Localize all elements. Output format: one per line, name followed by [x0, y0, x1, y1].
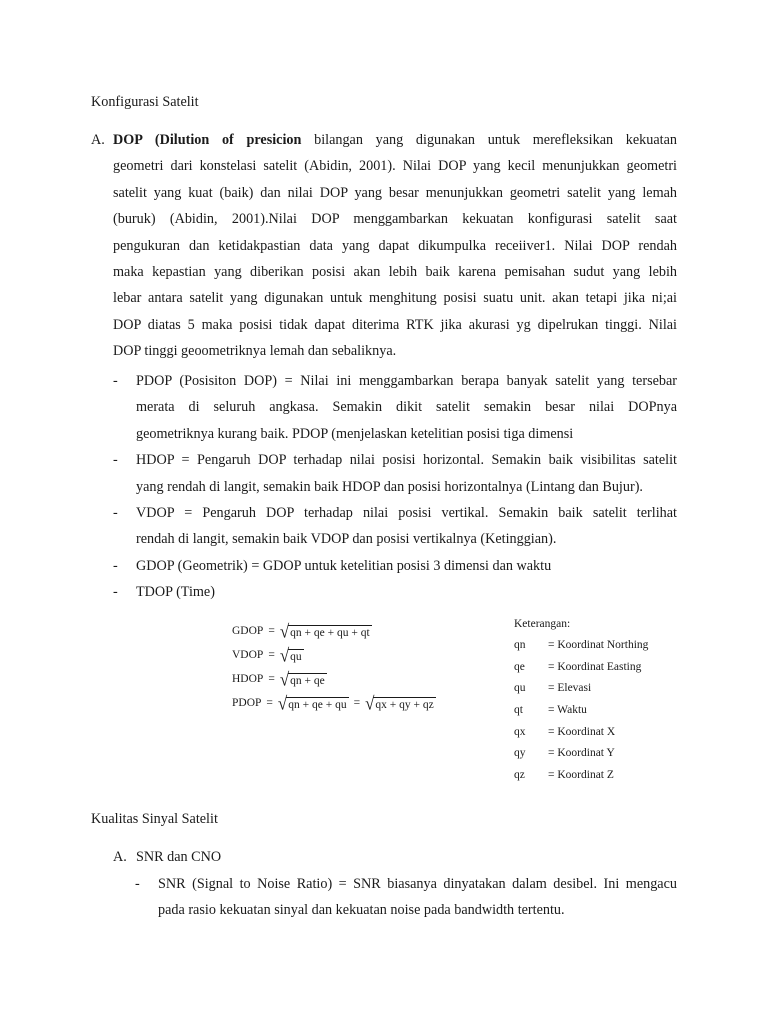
legend-symbol: qz: [514, 769, 525, 782]
square-root: [279, 644, 304, 666]
legend-desc: = Koordinat Z: [548, 769, 614, 782]
equals-sign: =: [268, 649, 275, 661]
formula-hdop: [232, 667, 436, 691]
radical-icon: √: [279, 620, 290, 642]
bullet-tdop: [113, 579, 677, 605]
radical-icon: √: [279, 644, 290, 666]
heading-konfigurasi-satelit: Konfigurasi Satelit: [91, 94, 199, 110]
bullet-vdop: [113, 500, 677, 553]
bullet-line: TDOP (Time): [136, 584, 215, 601]
paragraph-line: (buruk) (Abidin, 2001).Nilai DOP menggambarkan kekuatan konfigurasi satelit saat: [113, 211, 677, 228]
square-root: [279, 620, 372, 642]
paragraph-line: DOP tinggi geoometriknya lemah dan sebaliknya.: [113, 343, 397, 360]
legend-desc: = Koordinat Easting: [548, 660, 642, 673]
bullet-snr: [113, 871, 677, 924]
legend-symbol: qy: [514, 747, 526, 760]
legend-symbol: qu: [514, 682, 526, 695]
paragraph-line: satelit yang kuat (baik) dan nilai DOP yang besar menunjukkan geometri satelit yang lemah: [113, 184, 677, 201]
bullet-dash: -: [113, 504, 118, 521]
dop-paragraph: [113, 127, 677, 365]
bullet-dash: -: [113, 373, 118, 389]
square-root: [365, 692, 436, 714]
equals-sign: =: [353, 697, 361, 709]
square-root: [279, 668, 327, 690]
equals-sign: =: [268, 625, 275, 637]
paragraph-line: geometri dari konstelasi satelit (Abidin, 2001). Nilai DOP yang kecil menunjukkan geometri: [113, 158, 677, 175]
legend-item: [514, 722, 648, 744]
paragraph-line: pengukuran dan ketidakpastian data yang dapat dikumpulka receiiver1. Nilai DOP rendah: [113, 237, 677, 254]
bullet-dash: -: [113, 584, 118, 601]
legend-symbol: qn: [514, 639, 526, 651]
dop-formulas: [232, 619, 436, 715]
formula-legend: [514, 614, 648, 787]
formula-label: GDOP: [232, 625, 264, 637]
radicand: qx + qy + qz: [375, 698, 434, 711]
bullet-gdop: [113, 553, 677, 579]
radical-icon: √: [279, 668, 290, 690]
radical-icon: √: [277, 692, 288, 714]
bullet-hdop: [113, 447, 677, 500]
legend-item: [514, 657, 648, 679]
radicand: qn + qe: [290, 674, 325, 687]
legend-desc: = Koordinat X: [548, 725, 616, 738]
bullet-dash: -: [135, 876, 140, 892]
dop-title: DOP (Dilution of presicion: [113, 132, 302, 148]
formula-pdop: [232, 691, 436, 715]
formula-gdop: [232, 619, 436, 643]
formula-label: HDOP: [232, 673, 264, 685]
radical-icon: √: [365, 692, 375, 714]
legend-symbol: qx: [514, 725, 526, 738]
dop-bullet-list: [113, 368, 677, 606]
legend-item: [514, 678, 648, 700]
heading-kualitas-sinyal: Kualitas Sinyal Satelit: [91, 811, 218, 827]
bullet-line: rendah di langit, semakin baik VDOP dan posisi vertikalnya (Ketinggian).: [136, 531, 557, 548]
snr-cno-title: SNR dan CNO: [136, 849, 222, 865]
legend-desc: = Koordinat Y: [548, 747, 615, 760]
snr-bullet-list: [113, 871, 677, 924]
equals-sign: =: [266, 697, 273, 709]
legend-desc: = Waktu: [548, 704, 587, 717]
legend-symbol: qt: [514, 704, 523, 717]
section-b-marker: A.: [113, 849, 127, 865]
bullet-line: SNR (Signal to Noise Ratio) = SNR biasanya dinyatakan dalam desibel. Ini mengacu: [158, 876, 677, 892]
paragraph-line: [113, 127, 677, 153]
bullet-pdop: [113, 368, 677, 447]
bullet-dash: -: [113, 557, 118, 574]
bullet-line: VDOP = Pengaruh DOP terhadap nilai posisi vertikal. Semakin baik satelit terlihat: [136, 504, 677, 521]
paragraph-line: DOP diatas 5 maka posisi tidak dapat diterima RTK jika akurasi yg dipelrukan tinggi. Nilai: [113, 316, 677, 333]
bullet-dash: -: [113, 452, 118, 469]
legend-desc: = Koordinat Northing: [548, 639, 649, 651]
bullet-line: PDOP (Posisiton DOP) = Nilai ini menggambarkan berapa banyak satelit yang tersebar: [136, 373, 677, 389]
legend-item: [514, 635, 648, 657]
section-a-marker: A.: [91, 132, 105, 148]
legend-item: [514, 700, 648, 722]
radicand: qn + qe + qu: [288, 698, 347, 711]
legend-item: [514, 743, 648, 765]
legend-item: [514, 765, 648, 787]
legend-title: Keterangan:: [514, 618, 571, 630]
paragraph-line: lebar antara satelit yang digunakan untuk menghitung posisi suatu unit. akan tetapi jika ni;ai: [113, 290, 677, 307]
bullet-line: HDOP = Pengaruh DOP terhadap nilai posisi horizontal. Semakin baik visibilitas satelit: [136, 452, 677, 469]
legend-desc: = Elevasi: [548, 682, 592, 695]
square-root: [277, 692, 349, 714]
bullet-line: geometriknya kurang baik. PDOP (menjelaskan ketelitian posisi tiga dimensi: [136, 425, 574, 442]
formula-label: VDOP: [232, 649, 264, 661]
legend-symbol: qe: [514, 660, 525, 673]
formula-vdop: [232, 643, 436, 667]
radicand: qu: [290, 650, 302, 663]
bullet-line: pada rasio kekuatan sinyal dan kekuatan noise pada bandwidth tertentu.: [158, 902, 565, 919]
bullet-line: merata di seluruh angkasa. Semakin dikit satelit semakin besar nilai DOPnya: [136, 399, 677, 416]
bullet-line: yang rendah di langit, semakin baik HDOP dan posisi horizontalnya (Lintang dan Bujur).: [136, 478, 643, 495]
radicand: qn + qe + qu + qt: [290, 626, 370, 639]
paragraph-line: maka kepastian yang diberikan posisi akan lebih baik karena pemisahan sudut yang lebih: [113, 263, 677, 280]
equals-sign: =: [268, 673, 275, 685]
bullet-line: GDOP (Geometrik) = GDOP untuk ketelitian posisi 3 dimensi dan waktu: [136, 557, 552, 574]
paragraph-text: bilangan yang digunakan untuk merefleksikan kekuatan: [314, 132, 677, 148]
formula-label: PDOP: [232, 697, 262, 709]
